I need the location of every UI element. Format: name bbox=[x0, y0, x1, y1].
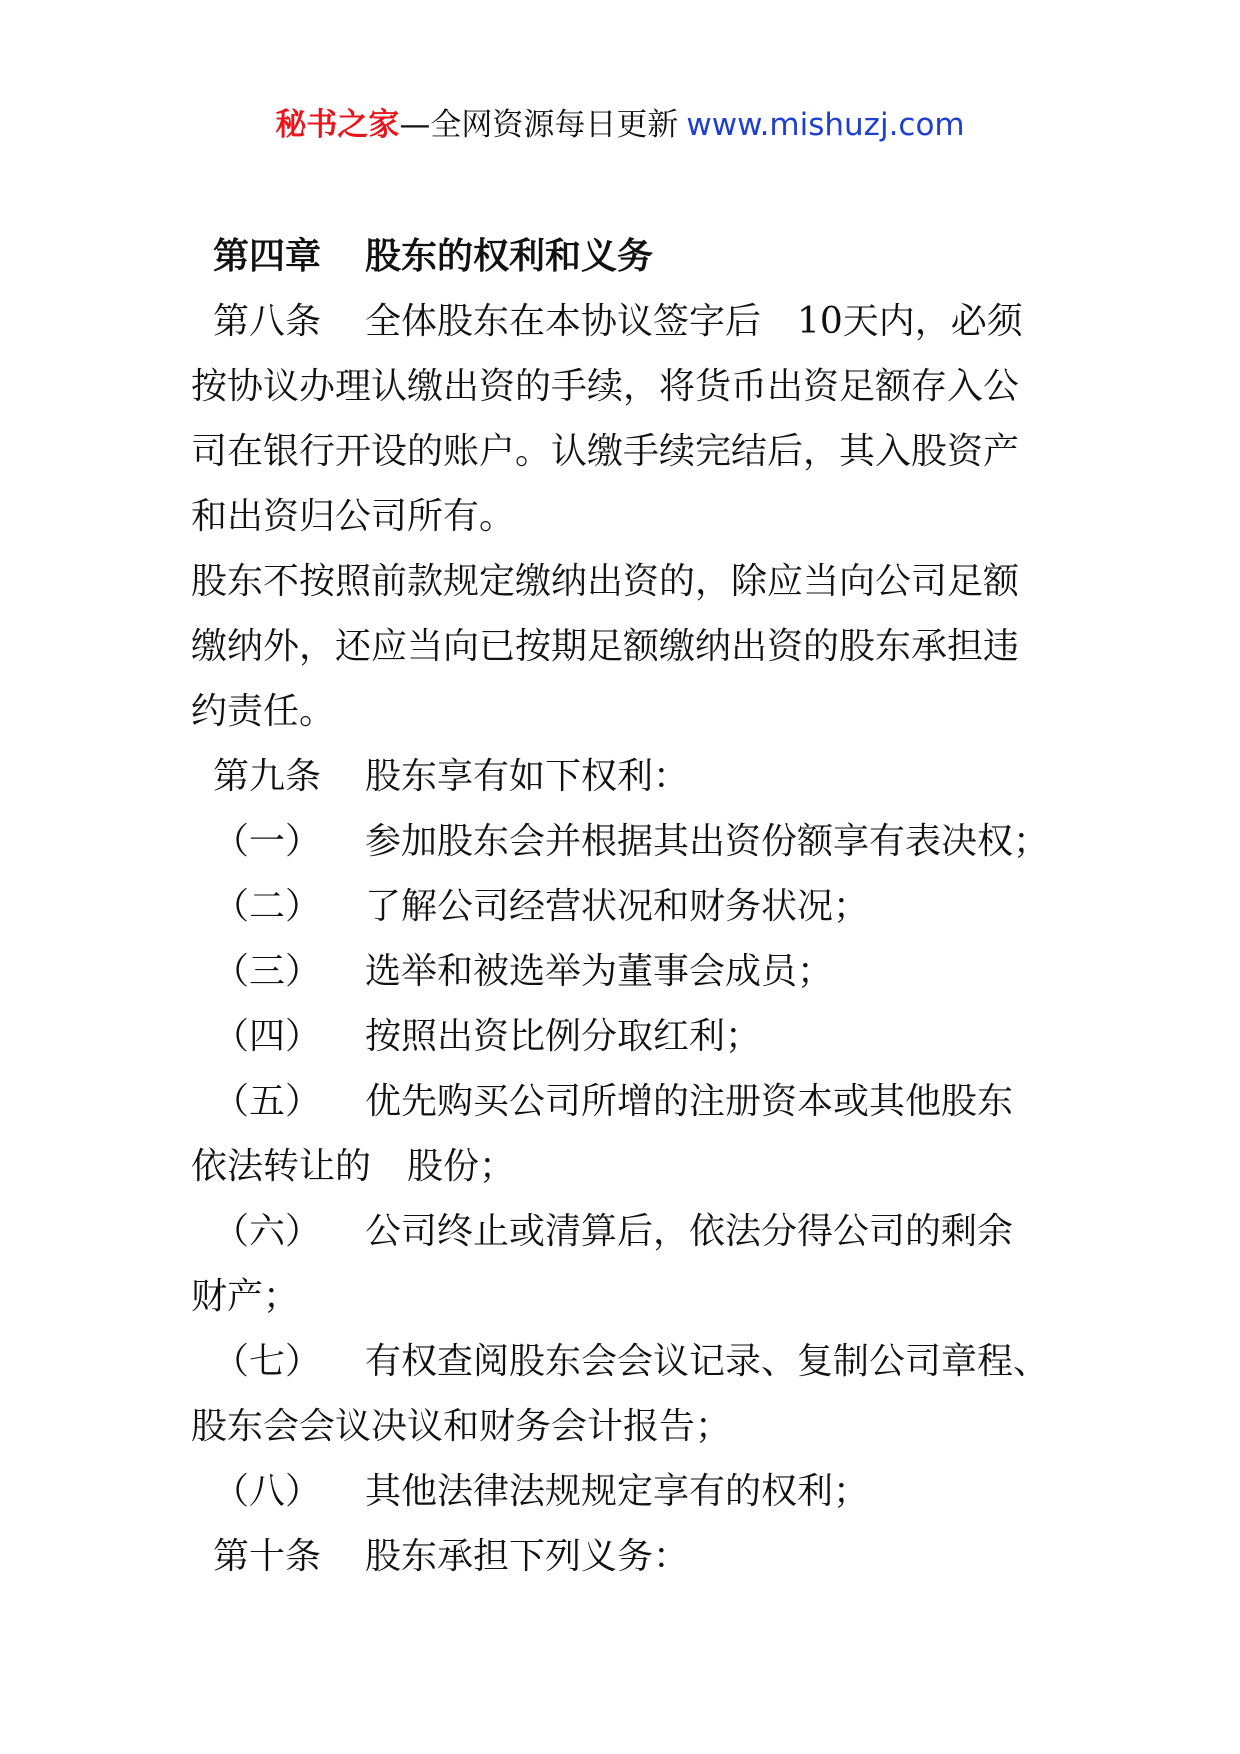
right-item-text: 按照出资比例分取红利； bbox=[365, 1016, 762, 1057]
right-item-text: 了解公司经营状况和财务状况； bbox=[365, 886, 870, 927]
right-item-text: 公司终止或清算后，依法分得公司的剩余 bbox=[365, 1211, 1014, 1252]
right-item-text: 有权查阅股东会会议记录、复制公司章程、 bbox=[365, 1341, 1050, 1382]
right-item-label: （八） bbox=[213, 1471, 322, 1512]
right-item-continuation: 财产； bbox=[191, 1276, 300, 1317]
right-item-text: 优先购买公司所增的注册资本或其他股东 bbox=[365, 1081, 1014, 1122]
right-item-text: 其他法律法规规定享有的权利； bbox=[365, 1471, 870, 1512]
article8-line: 和出资归公司所有。 bbox=[191, 496, 516, 537]
chapter-label: 第四章 bbox=[213, 235, 322, 277]
right-item-text: 参加股东会并根据其出资份额享有表决权； bbox=[365, 821, 1050, 862]
right-item-label: （一） bbox=[213, 821, 322, 862]
header-tagline: —全网资源每日更新 bbox=[399, 107, 679, 143]
article9-label: 第九条 bbox=[213, 756, 322, 797]
brand-name: 秘书之家 bbox=[275, 107, 400, 143]
page-header bbox=[0, 104, 1240, 146]
right-item-label: （七） bbox=[213, 1341, 322, 1382]
article8-para2-line: 股东不按照前款规定缴纳出资的，除应当向公司足额 bbox=[191, 561, 1020, 602]
article8-line: 按协议办理认缴出资的手续，将货币出资足额存入公 bbox=[191, 366, 1020, 407]
article8-para2-line: 缴纳外，还应当向已按期足额缴纳出资的股东承担违 bbox=[191, 626, 1020, 667]
right-item-text: 选举和被选举为董事会成员； bbox=[365, 951, 834, 992]
article8-para2-line: 约责任。 bbox=[191, 691, 336, 732]
right-item-label: （二） bbox=[213, 886, 322, 927]
right-item-label: （六） bbox=[213, 1211, 322, 1252]
article10-label: 第十条 bbox=[213, 1536, 322, 1577]
article9-title: 股东享有如下权利： bbox=[365, 756, 690, 797]
right-item-label: （四） bbox=[213, 1016, 322, 1057]
article10-title: 股东承担下列义务： bbox=[365, 1536, 690, 1577]
right-item-label: （三） bbox=[213, 951, 322, 992]
chapter-title: 股东的权利和义务 bbox=[365, 235, 654, 277]
article8-first-line: 全体股东在本协议签字后 10天内，必须 bbox=[365, 301, 1023, 342]
right-item-label: （五） bbox=[213, 1081, 322, 1122]
header-url[interactable]: www.mishuzj.com bbox=[686, 107, 965, 143]
article8-line: 司在银行开设的账户。认缴手续完结后，其入股资产 bbox=[191, 431, 1020, 472]
right-item-continuation: 依法转让的 股份； bbox=[191, 1146, 516, 1187]
right-item-continuation: 股东会会议决议和财务会计报告； bbox=[191, 1406, 732, 1447]
article8-label: 第八条 bbox=[213, 301, 322, 342]
